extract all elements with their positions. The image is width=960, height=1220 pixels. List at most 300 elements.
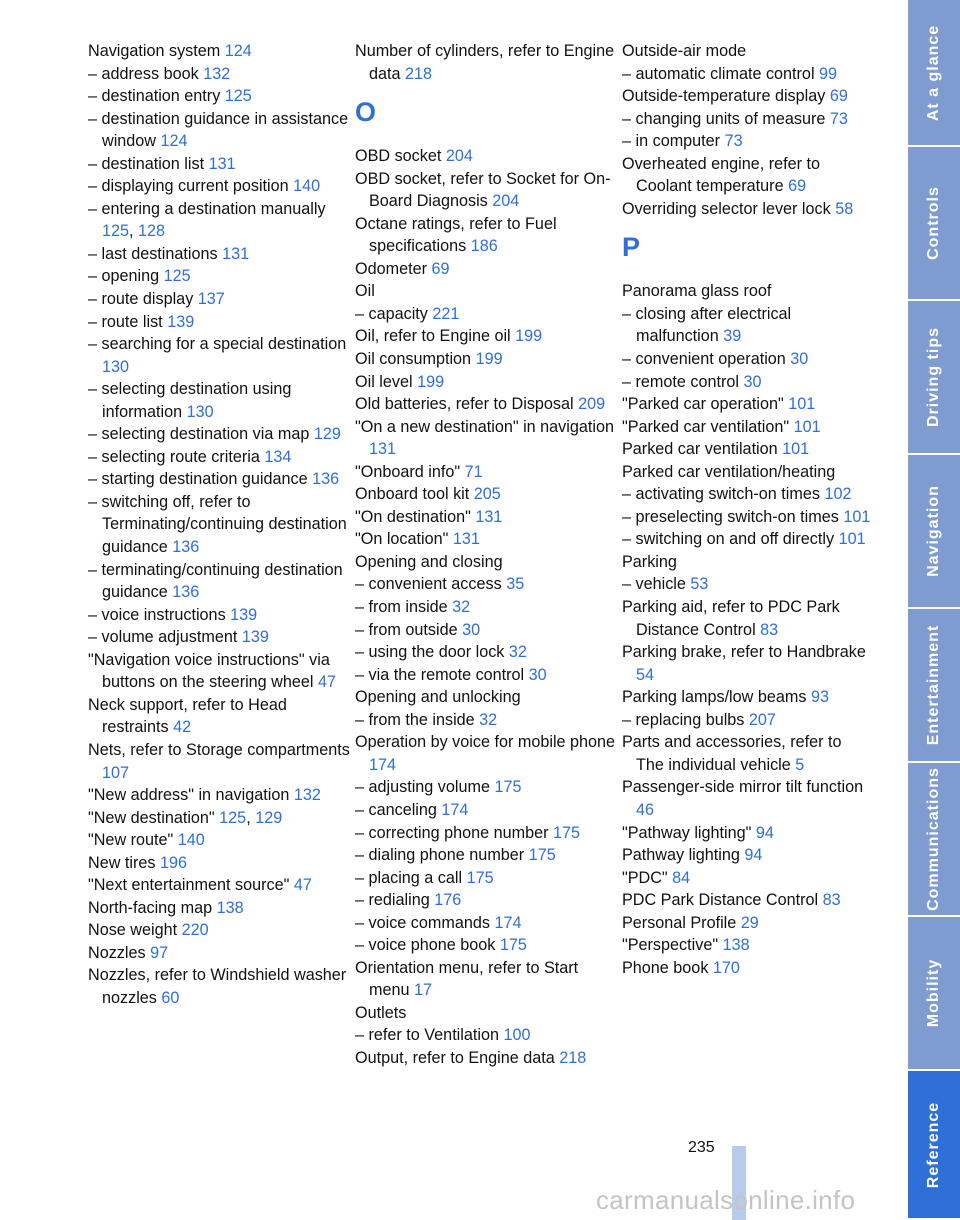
page-link[interactable]: 83 xyxy=(760,620,779,639)
page-link[interactable]: 207 xyxy=(748,710,776,729)
index-entry-term: Passenger-side mirror tilt function xyxy=(622,778,864,797)
page-link[interactable]: 94 xyxy=(744,846,763,865)
index-entry-term: Parked car ventilation xyxy=(622,440,778,459)
index-entry-term: – adjusting volume xyxy=(355,778,490,797)
index-entry-term: – switching off, refer to Terminating/continuing destination guidance xyxy=(88,492,347,557)
index-entry-term: – closing after electrical malfunction xyxy=(622,304,792,346)
page-link[interactable]: 129 xyxy=(313,425,341,444)
index-entry-term: – route display xyxy=(88,290,194,309)
index-entry xyxy=(355,867,617,890)
index-entry-term: – capacity xyxy=(355,304,428,323)
page-link[interactable]: 39 xyxy=(723,327,742,346)
page-link[interactable]: 102 xyxy=(824,485,852,504)
page-link[interactable]: 94 xyxy=(755,823,774,842)
index-entry-term: – redialing xyxy=(355,891,430,910)
page-link[interactable]: 125 xyxy=(102,222,130,241)
sidebar-tab-label: Mobility xyxy=(925,958,942,1028)
index-entry-term: "Perspective" xyxy=(622,936,719,955)
index-entry xyxy=(88,311,350,334)
index-entry xyxy=(355,934,617,957)
sidebar-tab-communications[interactable] xyxy=(908,763,960,917)
page-link[interactable]: 175 xyxy=(499,936,527,955)
index-entry xyxy=(622,85,872,108)
index-entry xyxy=(355,596,617,619)
index-entry-term: Parts and accessories, refer to The individual vehicle xyxy=(622,733,842,774)
index-column-1 xyxy=(88,40,350,1010)
index-entry xyxy=(355,371,617,394)
page-link[interactable]: 69 xyxy=(431,259,450,278)
index-entry-term: – opening xyxy=(88,267,160,286)
index-entry xyxy=(622,822,872,845)
page-link[interactable]: 136 xyxy=(172,583,200,602)
page-link[interactable]: 69 xyxy=(829,87,848,106)
page-link[interactable]: 131 xyxy=(369,440,397,459)
index-entry-term: Oil consumption xyxy=(355,350,472,369)
index-entry xyxy=(622,709,872,732)
index-entry-term: – from inside xyxy=(355,598,448,617)
index-entry xyxy=(355,844,617,867)
index-entry-term: Pathway lighting xyxy=(622,846,740,865)
index-entry xyxy=(622,153,872,198)
index-entry-term: – entering a destination manually xyxy=(88,199,326,218)
page-link[interactable]: 54 xyxy=(636,665,655,684)
index-entry xyxy=(622,506,872,529)
page-link[interactable]: 58 xyxy=(835,199,854,218)
page-link[interactable]: 139 xyxy=(241,628,269,647)
index-entry-term: – destination guidance in assistance window xyxy=(88,109,349,151)
index-entry-term: Nets, refer to Storage compartments xyxy=(88,740,350,759)
index-entry xyxy=(355,393,617,416)
index-entry xyxy=(355,957,617,1002)
page-link[interactable]: 186 xyxy=(470,237,498,256)
index-entry xyxy=(622,483,872,506)
page-link[interactable]: 130 xyxy=(186,402,214,421)
index-entry-term: – activating switch-on times xyxy=(622,485,820,504)
index-entry xyxy=(355,573,617,596)
index-entry xyxy=(88,964,350,1009)
page-link[interactable]: 30 xyxy=(528,665,547,684)
page-link[interactable]: 84 xyxy=(672,868,691,887)
page-link[interactable]: 53 xyxy=(690,575,709,594)
index-entry-term: Parking aid, refer to PDC Park Distance Control xyxy=(622,598,840,639)
index-entry xyxy=(622,371,872,394)
page-link[interactable]: 130 xyxy=(102,357,130,376)
index-entry xyxy=(355,1047,617,1070)
index-entry-term: – voice instructions xyxy=(88,605,226,624)
page-link[interactable]: 129 xyxy=(255,808,283,827)
index-entry-term: – last destinations xyxy=(88,244,218,263)
sidebar-tab-label: Controls xyxy=(925,186,942,260)
index-entry-term: – destination entry xyxy=(88,87,221,106)
page-link[interactable]: 83 xyxy=(822,891,841,910)
index-entry-term: – switching on and off directly xyxy=(622,530,835,549)
index-entry xyxy=(622,438,872,461)
index-entry xyxy=(88,108,350,153)
page-link[interactable]: 131 xyxy=(475,507,503,526)
index-entry xyxy=(622,731,872,776)
index-entry-term: "On a new destination" in navigation xyxy=(355,417,614,436)
page-link[interactable]: 204 xyxy=(445,147,473,166)
page-link[interactable]: 71 xyxy=(464,462,483,481)
index-entry-term: North-facing map xyxy=(88,898,213,917)
index-entry xyxy=(355,325,617,348)
page-link[interactable]: 69 xyxy=(788,177,807,196)
index-entry xyxy=(355,1024,617,1047)
index-entry-term: – convenient access xyxy=(355,575,502,594)
sidebar-tab-controls[interactable] xyxy=(908,147,960,301)
page-link[interactable]: 131 xyxy=(222,244,250,263)
index-entry xyxy=(88,829,350,852)
index-entry-term: Overheated engine, refer to Coolant temperature xyxy=(622,154,820,196)
page-link[interactable]: 139 xyxy=(230,605,258,624)
index-entry xyxy=(355,686,617,709)
index-entry xyxy=(88,40,350,63)
index-entry xyxy=(355,799,617,822)
index-entry xyxy=(355,168,617,213)
index-entry xyxy=(622,686,872,709)
index-entry-term: Nozzles, refer to Windshield washer nozzles xyxy=(88,966,347,1007)
index-entry-term: Outside-air mode xyxy=(622,42,747,60)
index-entry xyxy=(355,213,617,258)
sidebar-tab-navigation[interactable] xyxy=(908,455,960,609)
page-link[interactable]: 99 xyxy=(819,64,838,83)
index-entry xyxy=(88,604,350,627)
index-entry-term: Old batteries, refer to Disposal xyxy=(355,395,574,414)
index-entry-term: Panorama glass roof xyxy=(622,282,772,301)
page-link[interactable]: 47 xyxy=(317,673,336,692)
index-entry-term: – route list xyxy=(88,312,163,331)
page-link[interactable]: 93 xyxy=(810,688,829,707)
page-link[interactable]: 101 xyxy=(782,440,810,459)
index-entry xyxy=(88,243,350,266)
index-entry xyxy=(88,942,350,965)
index-entry xyxy=(355,258,617,281)
sidebar-tab-entertainment[interactable] xyxy=(908,609,960,763)
page-link[interactable]: 205 xyxy=(473,485,501,504)
index-entry-term: – changing units of measure xyxy=(622,109,826,128)
page-link[interactable]: 100 xyxy=(503,1026,531,1045)
index-column-3 xyxy=(622,40,872,979)
index-column-2 xyxy=(355,40,617,1070)
index-entry-term: – replacing bulbs xyxy=(622,710,745,729)
index-entry-term: – displaying current position xyxy=(88,177,289,196)
index-entry xyxy=(88,874,350,897)
index-entry xyxy=(88,739,350,784)
page-link[interactable]: 209 xyxy=(578,395,606,414)
index-entry-term: – vehicle xyxy=(622,575,686,594)
index-entry xyxy=(355,461,617,484)
page-link[interactable]: 101 xyxy=(838,530,866,549)
page-link[interactable]: 174 xyxy=(369,755,397,774)
page-link[interactable]: 97 xyxy=(150,943,169,962)
index-entry-term: – automatic climate control xyxy=(622,64,815,83)
index-entry xyxy=(88,153,350,176)
index-entry-term: – voice phone book xyxy=(355,936,496,955)
index-entry xyxy=(88,265,350,288)
index-entry xyxy=(355,1002,617,1025)
index-entry-term: – canceling xyxy=(355,800,437,819)
page-link[interactable]: 221 xyxy=(432,304,460,323)
index-letter-heading: O xyxy=(355,97,377,128)
sidebar-tab-label: Driving tips xyxy=(925,326,942,428)
index-entry-term: – selecting destination via map xyxy=(88,425,310,444)
index-entry-term: – remote control xyxy=(622,372,739,391)
index-entry xyxy=(88,852,350,875)
page-link[interactable]: 73 xyxy=(724,132,743,151)
page-link[interactable]: 101 xyxy=(793,417,821,436)
index-entry-term: "Parked car ventilation" xyxy=(622,417,790,436)
page-link[interactable]: 199 xyxy=(515,327,543,346)
index-entry-term: – using the door lock xyxy=(355,643,505,662)
index-entry-term: – convenient operation xyxy=(622,350,786,369)
index-entry xyxy=(355,40,617,85)
page-link[interactable]: 132 xyxy=(293,786,321,805)
index-entry-term: Number of cylinders, refer to Engine data xyxy=(355,42,615,83)
index-entry-term: PDC Park Distance Control xyxy=(622,891,819,910)
index-entry xyxy=(622,416,872,439)
index-entry-term: – dialing phone number xyxy=(355,846,525,865)
page-link[interactable]: 176 xyxy=(434,891,462,910)
index-entry xyxy=(355,776,617,799)
page-link[interactable]: 175 xyxy=(494,778,522,797)
page-link[interactable]: 32 xyxy=(452,598,471,617)
index-entry-term: Personal Profile xyxy=(622,913,737,932)
page-link[interactable]: 131 xyxy=(208,154,236,173)
page-link[interactable]: 47 xyxy=(293,876,312,895)
index-entry-term: – from the inside xyxy=(355,710,475,729)
page-link[interactable]: 131 xyxy=(452,530,480,549)
page-link[interactable]: 42 xyxy=(173,718,192,737)
index-entry xyxy=(622,303,872,348)
index-entry-term: OBD socket, refer to Socket for On-Board Diagnosis xyxy=(355,169,611,211)
index-entry: – entering a destination manually 125, 128 xyxy=(88,199,326,241)
index-entry-term: – placing a call xyxy=(355,868,463,887)
index-entry xyxy=(622,889,872,912)
index-entry-term: Navigation system xyxy=(88,42,221,60)
index-entry xyxy=(355,822,617,845)
index-entry-term: – terminating/continuing destination guidance xyxy=(88,560,343,602)
index-entry-term: New tires xyxy=(88,853,156,872)
index-entry xyxy=(622,957,872,980)
index-entry-term: Opening and closing xyxy=(355,552,503,571)
page-link[interactable]: 73 xyxy=(829,109,848,128)
index-entry xyxy=(88,649,350,694)
index-entry xyxy=(355,551,617,574)
index-entry xyxy=(622,528,872,551)
page-link[interactable]: 174 xyxy=(494,913,522,932)
index-entry-term: Operation by voice for mobile phone xyxy=(355,733,616,752)
index-entry xyxy=(88,559,350,604)
index-entry xyxy=(355,348,617,371)
index-entry xyxy=(88,423,350,446)
index-entry xyxy=(622,867,872,890)
page-link[interactable]: 29 xyxy=(740,913,759,932)
page-link[interactable]: 175 xyxy=(466,868,494,887)
page-link[interactable]: 32 xyxy=(508,643,527,662)
index-entry xyxy=(622,844,872,867)
page-link[interactable]: 218 xyxy=(405,64,433,83)
page-link[interactable]: 30 xyxy=(743,372,762,391)
index-entry-term: – preselecting switch-on times xyxy=(622,507,839,526)
index-entry-term: Oil, refer to Engine oil xyxy=(355,327,511,346)
index-entry-term: – selecting destination using information xyxy=(88,380,292,421)
index-entry xyxy=(355,889,617,912)
index-entry-term: – in computer xyxy=(622,132,721,151)
page-link[interactable]: 125 xyxy=(163,267,191,286)
page-link[interactable]: 107 xyxy=(102,763,130,782)
page-link[interactable]: 101 xyxy=(843,507,871,526)
page-link[interactable]: 175 xyxy=(552,823,580,842)
sidebar-tab-at-a-glance[interactable] xyxy=(908,0,960,147)
index-entry xyxy=(88,897,350,920)
sidebar-tab-label: Communications xyxy=(925,767,942,911)
sidebar-tab-label: At a glance xyxy=(925,24,942,121)
index-entry-term: – from outside xyxy=(355,620,458,639)
index-entry-term: – destination list xyxy=(88,154,205,173)
sidebar-tab-label: Reference xyxy=(925,1101,942,1188)
index-entry-term: – correcting phone number xyxy=(355,823,549,842)
page-link[interactable]: 138 xyxy=(722,936,750,955)
index-entry xyxy=(622,912,872,935)
page-link[interactable]: 30 xyxy=(790,350,809,369)
index-entry-term: – voice commands xyxy=(355,913,490,932)
page-link[interactable]: 218 xyxy=(559,1048,587,1067)
page-link[interactable]: 138 xyxy=(216,898,244,917)
index-entry-term: "New destination" xyxy=(88,808,215,827)
index-entry xyxy=(88,378,350,423)
index-entry-term: – volume adjustment xyxy=(88,628,238,647)
index-entry xyxy=(88,626,350,649)
index-entry-term: "Pathway lighting" xyxy=(622,823,752,842)
index-entry xyxy=(88,784,350,807)
index-entry-term: Odometer xyxy=(355,259,427,278)
index-entry-term: Onboard tool kit xyxy=(355,485,470,504)
index-entry xyxy=(355,709,617,732)
index-entry-term: Oil xyxy=(355,282,375,301)
page-link[interactable]: 125 xyxy=(219,808,247,827)
index-entry-term: Outside-temperature display xyxy=(622,87,826,106)
page-link[interactable]: 170 xyxy=(712,958,740,977)
index-entry-term: "PDC" xyxy=(622,868,668,887)
index-entry xyxy=(355,528,617,551)
page-link[interactable]: 220 xyxy=(181,921,209,940)
index-entry xyxy=(622,641,872,686)
page-link[interactable]: 204 xyxy=(492,192,520,211)
index-entry xyxy=(88,919,350,942)
index-entry xyxy=(355,664,617,687)
index-entry-term: Output, refer to Engine data xyxy=(355,1048,555,1067)
index-entry xyxy=(622,108,872,131)
index-entry xyxy=(88,175,350,198)
index-entry xyxy=(622,551,872,574)
index-entry-term: Parking xyxy=(622,552,677,571)
page-link[interactable]: 5 xyxy=(795,755,805,774)
index-entry-term: – searching for a special destination xyxy=(88,335,347,354)
index-entry-term: Oil level xyxy=(355,372,413,391)
page-link[interactable]: 199 xyxy=(475,350,503,369)
page-link[interactable]: 136 xyxy=(172,538,200,557)
watermark: carmanualsonline.info xyxy=(596,1185,856,1215)
index-entry-term: Nozzles xyxy=(88,943,146,962)
page-link[interactable]: 140 xyxy=(293,177,321,196)
index-entry xyxy=(355,416,617,461)
index-entry-term: – address book xyxy=(88,64,199,83)
index-entry-term: "Onboard info" xyxy=(355,462,461,481)
page-link[interactable]: 199 xyxy=(417,372,445,391)
section-sidebar xyxy=(908,0,960,1220)
index-entry xyxy=(355,731,617,776)
index-entry-term: Orientation menu, refer to Start menu xyxy=(355,958,579,1000)
index-entry xyxy=(355,303,617,326)
page-link[interactable]: 46 xyxy=(636,800,655,819)
index-entry xyxy=(622,130,872,153)
index-entry xyxy=(88,85,350,108)
index-entry xyxy=(622,348,872,371)
index-entry xyxy=(622,596,872,641)
index-entry-term: – refer to Ventilation xyxy=(355,1026,499,1045)
index-entry-term: "Parked car operation" xyxy=(622,395,784,414)
index-entry xyxy=(355,506,617,529)
page-link[interactable]: 17 xyxy=(414,981,433,1000)
index-entry-term: Octane ratings, refer to Fuel specifications xyxy=(355,214,557,256)
sidebar-tab-driving-tips[interactable] xyxy=(908,301,960,455)
page-link[interactable]: 32 xyxy=(479,710,498,729)
sidebar-tab-label: Navigation xyxy=(925,485,942,577)
index-entry-term: Parked car ventilation/heating xyxy=(622,462,836,481)
page-link[interactable]: 132 xyxy=(203,64,231,83)
index-entry xyxy=(622,461,872,484)
index-entry xyxy=(88,446,350,469)
index-entry-term: Overriding selector lever lock xyxy=(622,199,831,218)
index-entry-term: "On location" xyxy=(355,530,449,549)
sidebar-tab-reference[interactable] xyxy=(908,1071,960,1220)
index-entry-term: "On destination" xyxy=(355,507,471,526)
index-entry xyxy=(622,40,872,63)
page-link[interactable]: 35 xyxy=(506,575,525,594)
page-link[interactable]: 124 xyxy=(224,42,252,60)
index-entry xyxy=(355,483,617,506)
page-link[interactable]: 174 xyxy=(441,800,469,819)
page-link[interactable]: 134 xyxy=(264,447,292,466)
index-entry-term: OBD socket xyxy=(355,147,442,166)
page-link[interactable]: 139 xyxy=(167,312,195,331)
page-link[interactable]: 128 xyxy=(138,222,166,241)
page-link[interactable]: 137 xyxy=(197,290,225,309)
page-link[interactable]: 175 xyxy=(528,846,556,865)
sidebar-tab-label: Entertainment xyxy=(925,624,942,746)
index-entry-term: Parking brake, refer to Handbrake xyxy=(622,643,866,662)
page-link[interactable]: 124 xyxy=(160,132,188,151)
sidebar-tab-mobility[interactable] xyxy=(908,917,960,1071)
page-link[interactable]: 136 xyxy=(312,470,340,489)
page-link[interactable]: 30 xyxy=(462,620,481,639)
page-link[interactable]: 196 xyxy=(159,853,187,872)
index-entry xyxy=(355,641,617,664)
index-entry xyxy=(88,694,350,739)
index-letter-heading: P xyxy=(622,232,641,263)
index-entry xyxy=(622,776,872,821)
index-entry xyxy=(622,280,872,303)
index-entry xyxy=(355,145,617,168)
index-entry-term: Parking lamps/low beams xyxy=(622,688,807,707)
page-link[interactable]: 101 xyxy=(788,395,816,414)
page-link[interactable]: 60 xyxy=(161,988,180,1007)
index-entry xyxy=(622,63,872,86)
page-link[interactable]: 140 xyxy=(177,831,205,850)
page-link[interactable]: 125 xyxy=(224,87,252,106)
index-entry-term: "New address" in navigation xyxy=(88,786,290,805)
index-entry xyxy=(88,288,350,311)
